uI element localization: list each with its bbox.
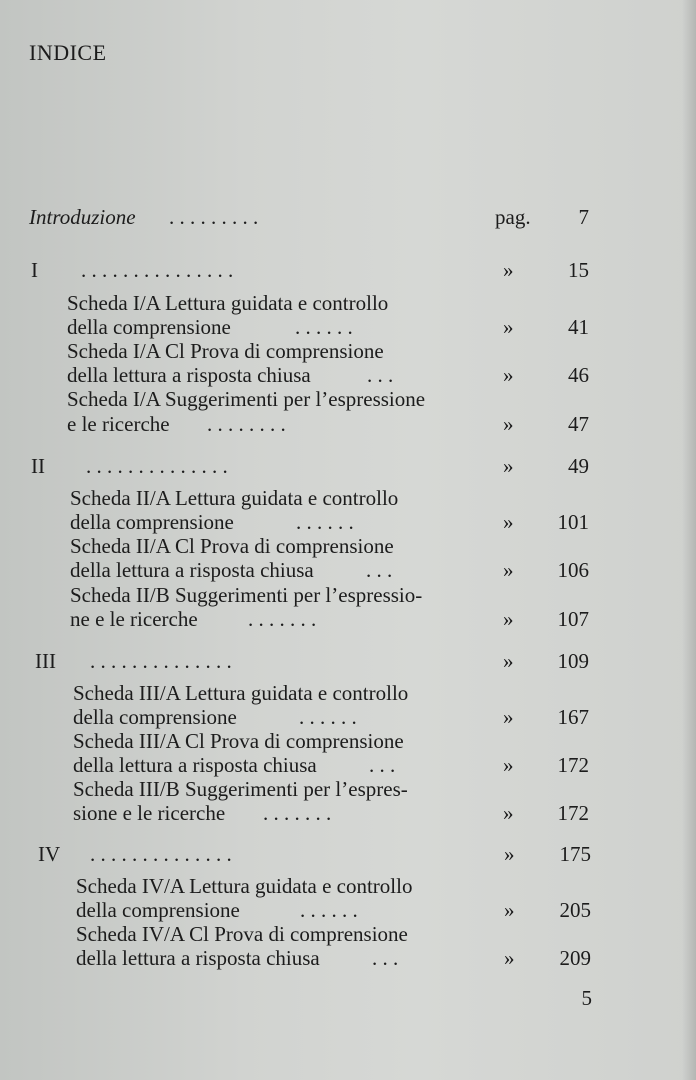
toc-entry-line: [73, 752, 589, 778]
toc-entry-line: [76, 897, 591, 923]
dot-leader: . . . . . .: [295, 315, 353, 339]
toc-section-label: III: [35, 649, 56, 673]
toc-entry-line: [67, 362, 589, 388]
page-ref-label: »: [503, 705, 514, 729]
toc-entry-line: [76, 921, 591, 947]
page-number-ref: 106: [557, 558, 589, 582]
page-ref-label: »: [503, 412, 514, 436]
toc-section-i: [31, 257, 589, 283]
page-ref-label: »: [504, 842, 515, 866]
toc-entry-label: Scheda III/A Lettura guidata e controllo: [73, 681, 409, 705]
page-ref-label: »: [503, 315, 514, 339]
page-ref-label: »: [503, 510, 514, 534]
toc-entry-label: della lettura a risposta chiusa: [76, 946, 320, 970]
page-number-ref: 172: [557, 753, 589, 777]
dot-leader: . . .: [372, 946, 399, 970]
toc-entry-label: Scheda I/A Lettura guidata e controllo: [67, 291, 389, 315]
toc-entry-line: [76, 945, 591, 971]
toc-entry-line: [73, 728, 589, 754]
page-ref-label: »: [503, 363, 514, 387]
toc-entry-label: ne e le ricerche: [70, 607, 198, 631]
toc-entry-label: della lettura a risposta chiusa: [70, 558, 314, 582]
page-ref-label: pag.: [495, 205, 531, 229]
dot-leader: . . . . . . . . . . . . . .: [86, 454, 228, 478]
toc-entry-line: [70, 606, 589, 632]
page-number-ref: 107: [557, 607, 589, 631]
toc-entry-label: sione e le ricerche: [73, 801, 226, 825]
dot-leader: . . . . . . . . . . . . . .: [90, 649, 232, 673]
toc-entry-line: [67, 290, 589, 316]
toc-entry-line: [70, 533, 589, 559]
dot-leader: . . .: [366, 558, 393, 582]
dot-leader: . . .: [367, 363, 394, 387]
toc-entry-line: [73, 704, 589, 730]
toc-entry-label: Scheda I/A Cl Prova di comprensione: [67, 339, 384, 363]
page-number-ref: 47: [568, 412, 589, 436]
toc-entry-line: [70, 485, 589, 511]
toc-entry-line: [67, 338, 589, 364]
toc-entry-label: Scheda II/A Cl Prova di comprensione: [70, 534, 394, 558]
toc-entry-line: [73, 800, 589, 826]
toc-entry-label: Scheda III/B Suggerimenti per l’espres-: [73, 777, 408, 801]
toc-section-label: II: [31, 454, 45, 478]
page-edge-shadow: [682, 0, 696, 1080]
toc-entry-line: [70, 509, 589, 535]
page-ref-label: »: [503, 753, 514, 777]
toc-entry-label: Introduzione: [29, 205, 136, 229]
page-number-ref: 101: [557, 510, 589, 534]
toc-entry-label: Scheda IV/A Cl Prova di comprensione: [76, 922, 408, 946]
page-number-ref: 46: [568, 363, 589, 387]
dot-leader: . . . . . . . .: [207, 412, 286, 436]
toc-entry-introduzione: [29, 204, 589, 230]
toc-entry-label: della comprensione: [67, 315, 231, 339]
dot-leader: . . . . . .: [300, 898, 358, 922]
toc-entry-line: [73, 680, 589, 706]
toc-entry-label: e le ricerche: [67, 412, 170, 436]
page-number-ref: 167: [557, 705, 589, 729]
toc-entry-label: della comprensione: [70, 510, 234, 534]
page-number-ref: 175: [559, 842, 591, 866]
dot-leader: . . . . . . . . . . . . . .: [90, 842, 232, 866]
toc-section-label: IV: [38, 842, 61, 866]
dot-leader: . . . . . .: [299, 705, 357, 729]
toc-entry-label: della lettura a risposta chiusa: [67, 363, 311, 387]
toc-entry-line: [67, 314, 589, 340]
toc-entry-label: Scheda III/A Cl Prova di comprensione: [73, 729, 404, 753]
page-ref-label: »: [504, 946, 515, 970]
page-ref-label: »: [503, 258, 514, 282]
page-number-ref: 7: [578, 205, 589, 229]
toc-entry-label: Scheda I/A Suggerimenti per l’espressione: [67, 387, 426, 411]
page-ref-label: »: [503, 801, 514, 825]
dot-leader: . . . . . . .: [248, 607, 317, 631]
page-ref-label: »: [504, 898, 515, 922]
toc-section-label: I: [31, 258, 38, 282]
footer-page-number: 5: [581, 986, 592, 1010]
page-number-ref: 109: [557, 649, 589, 673]
toc-entry-label: Scheda II/B Suggerimenti per l’espressio-: [70, 583, 423, 607]
page-number-ref: 205: [559, 898, 591, 922]
toc-entry-line: [67, 386, 589, 412]
toc-entry-label: Scheda IV/A Lettura guidata e controllo: [76, 874, 413, 898]
toc-section-iv: [38, 841, 591, 867]
page-number-ref: 41: [568, 315, 589, 339]
dot-leader: . . . . . .: [296, 510, 354, 534]
toc-entry-label: della comprensione: [73, 705, 237, 729]
page-number-ref: 15: [568, 258, 589, 282]
dot-leader: . . . . . . . . . . . . . . .: [81, 258, 234, 282]
page-number-ref: 49: [568, 454, 589, 478]
dot-leader: . . .: [369, 753, 396, 777]
toc-entry-label: Scheda II/A Lettura guidata e controllo: [70, 486, 399, 510]
page-title: INDICE: [29, 40, 107, 65]
toc-entry-label: della lettura a risposta chiusa: [73, 753, 317, 777]
dot-leader: . . . . . . .: [263, 801, 332, 825]
toc-section-ii: [31, 453, 589, 479]
page-number-ref: 172: [557, 801, 589, 825]
toc-entry-line: [70, 582, 589, 608]
page-number-ref: 209: [559, 946, 591, 970]
toc-section-iii: [35, 648, 589, 674]
page-ref-label: »: [503, 649, 514, 673]
page-ref-label: »: [503, 607, 514, 631]
page-ref-label: »: [503, 558, 514, 582]
toc-entry-line: [76, 873, 591, 899]
dot-leader: . . . . . . . . .: [169, 205, 259, 229]
toc-entry-line: [73, 776, 589, 802]
page-ref-label: »: [503, 454, 514, 478]
toc-entry-line: [70, 557, 589, 583]
toc-entry-label: della comprensione: [76, 898, 240, 922]
toc-entry-line: [67, 411, 589, 437]
